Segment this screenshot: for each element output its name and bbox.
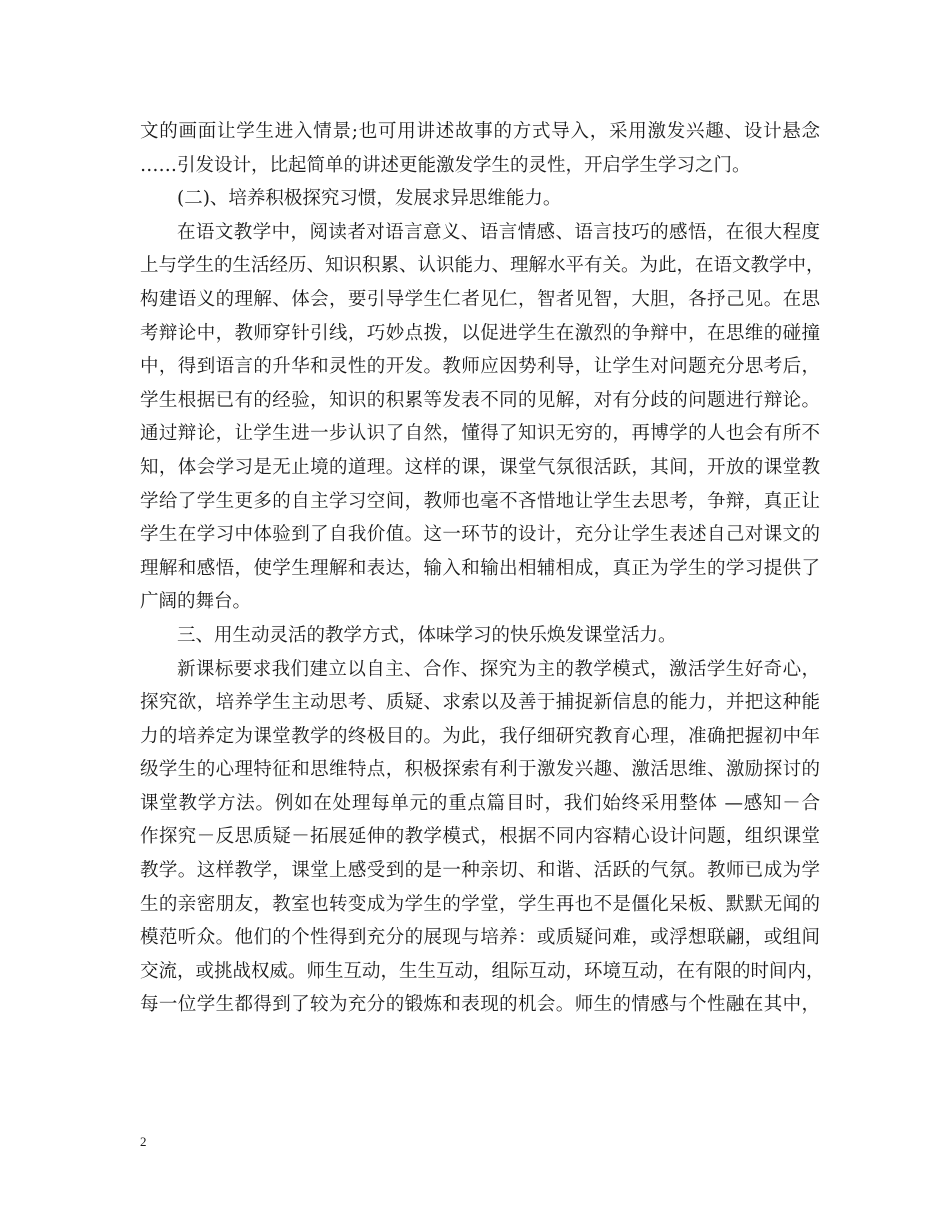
text-line: 每一位学生都得到了较为充分的锻炼和表现的机会。师生的情感与个性融在其中，	[140, 994, 820, 1016]
text-line: 学生根据已有的经验，知识的积累等发表不同的见解，对有分歧的问题进行辩论。	[140, 389, 820, 411]
text-line: 学给了学生更多的自主学习空间，教师也毫不吝惜地让学生去思考，争辩，真正让	[140, 490, 820, 512]
text-line: 模范听众。他们的个性得到充分的展现与培养：或质疑问难，或浮想联翩，或组间	[140, 927, 820, 949]
text-line: 新课标要求我们建立以自主、合作、探究为主的教学模式，激活学生好奇心，	[177, 658, 820, 680]
text-line: 考辩论中，教师穿针引线，巧妙点拨，以促进学生在激烈的争辩中，在思维的碰撞	[140, 322, 820, 344]
text-line: 教学。这样教学，课堂上感受到的是一种亲切、和谐、活跃的气氛。教师已成为学	[140, 860, 820, 882]
section-heading: 三、用生动灵活的教学方式，体味学习的快乐焕发课堂活力。	[177, 624, 677, 646]
text-line: 理解和感悟，使学生理解和表达，输入和输出相辅相成，真正为学生的学习提供了	[140, 557, 820, 579]
text-line: 交流，或挑战权威。师生互动，生生互动，组际互动，环境互动，在有限的时间内，	[140, 960, 825, 982]
body-text	[140, 115, 825, 1022]
text-line: 通过辩论，让学生进一步认识了自然，懂得了知识无穷的，再博学的人也会有所不	[140, 423, 820, 445]
section-heading: (二)、培养积极探究习惯，发展求异思维能力。	[177, 188, 562, 210]
text-line: 探究欲，培养学生主动思考、质疑、求索以及善于捕捉新信息的能力，并把这种能	[140, 692, 820, 714]
text-line: 课堂教学方法。例如在处理每单元的重点篇目时，我们始终采用整体 —感知－合	[140, 792, 820, 814]
page-number: 2	[140, 1134, 147, 1149]
text-line: 学生在学习中体验到了自我价值。这一环节的设计，充分让学生表述自己对课文的	[140, 524, 820, 546]
text-line: 级学生的心理特征和思维特点，积极探索有利于激发兴趣、激活思维、激励探讨的	[140, 759, 820, 781]
text-line: ……引发设计，比起简单的讲述更能激发学生的灵性，开启学生学习之门。	[140, 154, 751, 176]
text-line: 力的培养定为课堂教学的终极目的。为此，我仔细研究教育心理，准确把握初中年	[140, 725, 820, 747]
text-line: 广阔的舞台。	[140, 591, 252, 613]
text-line: 在语文教学中，阅读者对语言意义、语言情感、语言技巧的感悟，在很大程度	[177, 221, 820, 243]
text-line: 知，体会学习是无止境的道理。这样的课，课堂气氛很活跃，其间，开放的课堂教	[140, 456, 820, 478]
text-line: 文的画面让学生进入情景;也可用讲述故事的方式导入，采用激发兴趣、设计悬念	[140, 121, 820, 142]
text-line: 中，得到语言的升华和灵性的开发。教师应因势利导，让学生对问题充分思考后，	[140, 356, 820, 378]
text-line: 构建语义的理解、体会，要引导学生仁者见仁，智者见智，大胆，各抒己见。在思	[140, 288, 820, 310]
text-line: 作探究－反思质疑－拓展延伸的教学模式，根据不同内容精心设计问题，组织课堂	[140, 826, 820, 848]
text-line: 生的亲密朋友，教室也转变成为学生的学堂，学生再也不是僵化呆板、默默无闻的	[140, 893, 820, 915]
text-line: 上与学生的生活经历、知识积累、认识能力、理解水平有关。为此，在语文教学中，	[140, 255, 825, 277]
